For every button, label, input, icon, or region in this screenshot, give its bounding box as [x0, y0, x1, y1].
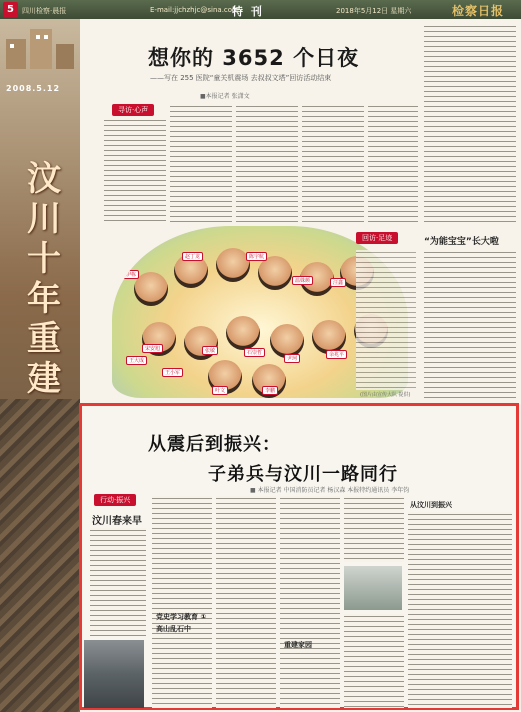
- article1-text-col1: [104, 118, 166, 224]
- photo-caption: (图片由宣传大队 提供): [360, 392, 411, 398]
- article2-subhead-a: 党史学习教育 ①: [156, 613, 207, 621]
- article2-title-line1: 从震后到振兴：: [148, 434, 281, 455]
- name-label: 陈宇航: [246, 252, 267, 261]
- building-illustration-icon: [0, 19, 80, 79]
- child-face: [258, 256, 292, 290]
- name-label: 王小军: [162, 368, 183, 377]
- article1-text-col5: [368, 104, 418, 224]
- name-label: 温姝颜: [292, 276, 313, 285]
- name-label: 赵丁龙: [182, 252, 203, 261]
- article1-subtitle: ——写在 255 医院“童关机震场 去叔叔文塔”回访活动结束: [150, 74, 332, 82]
- newspaper-logo: 检察日报: [452, 4, 505, 18]
- right-inner-text: [356, 250, 416, 390]
- left-banner: [0, 19, 80, 712]
- article2-text-col5b: [344, 614, 404, 708]
- right-column-text-top: [424, 24, 516, 224]
- name-label: 叶文: [212, 386, 228, 395]
- page-header: [0, 0, 521, 19]
- name-label: 赵伊栋: [118, 270, 139, 279]
- article2-text-col5: [344, 496, 404, 562]
- page-number: 5: [3, 2, 18, 17]
- article2-text-col4: [280, 496, 340, 708]
- section-title: 特 刊: [232, 5, 264, 18]
- rubble-photo: [0, 399, 80, 712]
- header-date: 2018年5月12日 星期六: [336, 7, 412, 15]
- name-label: 宋安旭: [142, 344, 163, 353]
- article1-right-tag: 回访·足迹: [356, 232, 398, 244]
- header-brand: 四川检察·晨报: [22, 7, 67, 15]
- article2-text-col6: [408, 512, 512, 708]
- article1-text-col3: [236, 104, 298, 224]
- article1-text-col4: [302, 104, 364, 224]
- article1-tag: 寻访·心声: [112, 104, 154, 116]
- reconstruction-photo: [344, 566, 402, 610]
- article2-subhead-left: 汶川春来早: [92, 516, 142, 527]
- article2-title-line2: 子弟兵与汶川一路同行: [208, 464, 398, 485]
- rescue-photo: [84, 640, 144, 708]
- article2-subhead-c: 重建家园: [284, 641, 312, 649]
- banner-date: 2008.5.12: [6, 84, 61, 93]
- name-label: 汪鑫: [330, 278, 346, 287]
- article2-subhead-d: 从汶川到振兴: [410, 501, 452, 509]
- child-face: [312, 320, 346, 354]
- name-label: 李鹏: [262, 386, 278, 395]
- right-subtitle: “为能宝宝”长大啦: [424, 237, 499, 247]
- right-column-text-bottom: [424, 250, 516, 400]
- child-face: [270, 324, 304, 358]
- name-label: 尹珂: [284, 354, 300, 363]
- article2-subhead-b: 高山乱石中: [156, 625, 191, 633]
- header-email[interactable]: E-mail:jjchzhjc@sina.com: [150, 6, 239, 14]
- banner-caption: 汶川十年重建: [27, 159, 61, 399]
- name-label: 石崇哲: [244, 348, 265, 357]
- name-label: 余兆平: [326, 350, 347, 359]
- article2-text-col3: [216, 496, 276, 708]
- article1-byline: ■本报记者 张潇文: [200, 93, 250, 100]
- article2-byline: ■ 本报记者 中国消防员记者 杨汉森 本报特约通讯员 李年钧: [250, 487, 410, 494]
- article2-text-col2: [152, 496, 212, 708]
- name-label: 张敏: [202, 346, 218, 355]
- child-face: [226, 316, 260, 350]
- child-face: [216, 248, 250, 282]
- name-label: 王大成: [126, 356, 147, 365]
- article1-title: 想你的 3652 个日夜: [148, 46, 360, 70]
- child-face: [134, 272, 168, 306]
- article2-tag: 行动·振兴: [94, 494, 136, 506]
- article2-text-col1: [90, 528, 146, 636]
- article1-text-col2: [170, 104, 232, 224]
